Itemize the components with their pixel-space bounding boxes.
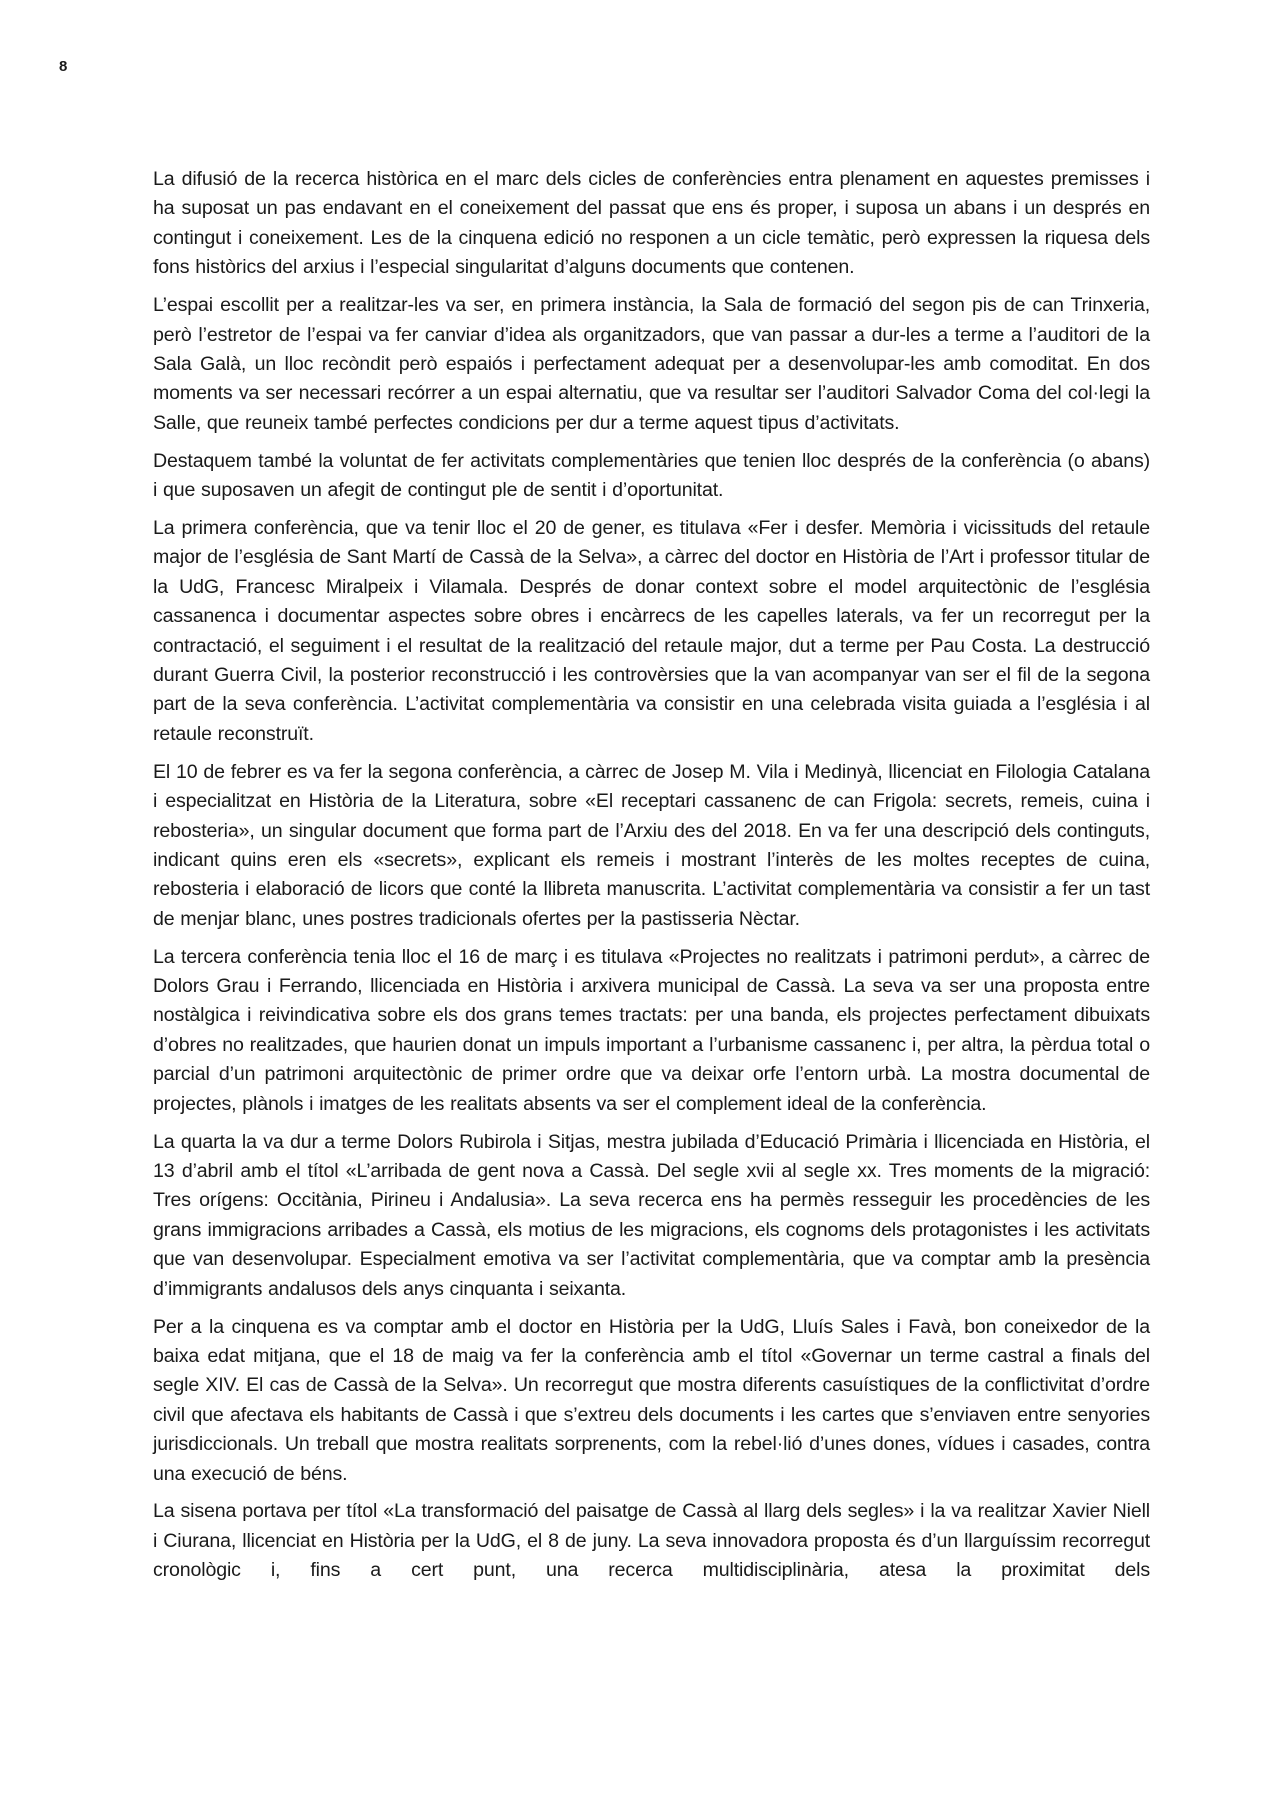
paragraph-fifth-conference: Per a la cinquena es va comptar amb el doctor en Història per la UdG, Lluís Sales i Favà, bon coneixedor de la baixa edat mitjana, que el 18 de maig va fer la conferència amb el títol «Governar un terme castral a finals del segle XIV. El cas de Cassà de la Selva». Un recorregut que mostra diferents casuístiques de la conflictivitat d’ordre civil que afectava els habitants de Cassà i que s’extreu dels documents i les cartes que s’enviaven entre senyories jurisdiccionals. Un treball que mostra realitats sorprenents, com la rebel·lió d’unes dones, vídues i casades, contra una execució de béns. [153,1315,1150,1485]
paragraph-sixth-conference: La sisena portava per títol «La transformació del paisatge de Cassà al llarg dels segles» i la va realitzar Xavier Niell i Ciurana, llicenciat en Història per la UdG, el 8 de juny. La seva innovadora proposta és d’un llarguíssim recorregut cronològic i, fins a cert punt, una recerca multidisciplinària, atesa la proximitat dels [153,1500,1150,1582]
page-number: 8 [59,58,68,75]
paragraph-intro: La difusió de la recerca històrica en el marc dels cicles de conferències entra plenament en aquestes premisses i ha suposat un pas endavant en el coneixement del passat que ens és proper, i suposa un abans i un després en contingut i coneixement. Les de la cinquena edició no responen a un cicle temàtic, però expressen la riquesa dels fons històrics del arxius i l’especial singularitat d’alguns documents que contenen. [153,168,1150,279]
paragraph-second-conference: El 10 de febrer es va fer la segona conferència, a càrrec de Josep M. Vila i Medinyà, llicenciat en Filologia Catalana i especialitzat en Història de la Literatura, sobre «El receptari cassanenc de can Frigola: secrets, remeis, cuina i rebosteria», un singular document que forma part de l’Arxiu des del 2018. En va fer una descripció dels continguts, indicant quins eren els «secrets», explicant els remeis i mostrant l’interès de les moltes receptes de cuina, rebosteria i elaboració de licors que conté la llibreta manuscrita. L’activitat complementària va consistir a fer un tast de menjar blanc, unes postres tradicionals ofertes per la pastisseria Nèctar. [153,760,1150,930]
body-text [153,165,1150,1594]
paragraph-fourth-conference: La quarta la va dur a terme Dolors Rubirola i Sitjas, mestra jubilada d’Educació Primària i llicenciada en Història, el 13 d’abril amb el títol «L’arribada de gent nova a Cassà. Del segle xvii al segle xx. Tres moments de la migració: Tres orígens: Occitània, Pirineu i Andalusia». La seva recerca ens ha permès resseguir les procedències de les grans immigracions arribades a Cassà, els motius de les migracions, els cognoms dels protagonistes i les activitats que van desenvolupar. Especialment emotiva va ser l’activitat complementària, que va comptar amb la presència d’immigrants andalusos dels anys cinquanta i seixanta. [153,1130,1150,1300]
paragraph-complementary-activities: Destaquem també la voluntat de fer activitats complementàries que tenien lloc després de la conferència (o abans) i que suposaven un afegit de contingut ple de sentit i d’oportunitat. [153,449,1150,502]
paragraph-venue: L’espai escollit per a realitzar-les va ser, en primera instància, la Sala de formació del segon pis de can Trinxeria, però l’estretor de l’espai va fer canviar d’idea als organitzadors, que van passar a dur-les a terme a l’auditori de la Sala Galà, un lloc recòndit però espaiós i perfectament adequat per a desenvolupar-les amb comoditat. En dos moments va ser necessari recórrer a un espai alternatiu, que va resultar ser l’auditori Salvador Coma del col·legi la Salle, que reuneix també perfectes condicions per dur a terme aquest tipus d’activitats. [153,294,1150,434]
paragraph-third-conference: La tercera conferència tenia lloc el 16 de març i es titulava «Projectes no realitzats i patrimoni perdut», a càrrec de Dolors Grau i Ferrando, llicenciada en Història i arxivera municipal de Cassà. La seva va ser una proposta entre nostàlgica i reivindicativa sobre els dos grans temes tractats: per una banda, els projectes perfectament dibuixats d’obres no realitzades, que haurien donat un impuls important a l’urbanisme cassanenc i, per altra, la pèrdua total o parcial d’un patrimoni arquitectònic de primer ordre que va deixar orfe l’entorn urbà. La mostra documental de projectes, plànols i imatges de les realitats absents va ser el complement ideal de la conferència. [153,945,1150,1115]
paragraph-first-conference: La primera conferència, que va tenir lloc el 20 de gener, es titulava «Fer i desfer. Memòria i vicissituds del retaule major de l’església de Sant Martí de Cassà de la Selva», a càrrec del doctor en Història de l’Art i professor titular de la UdG, Francesc Miralpeix i Vilamala. Després de donar context sobre el model arquitectònic de l’església cassanenca i documentar aspectes sobre obres i encàrrecs de les capelles laterals, va fer un recorregut per la contractació, el seguiment i el resultat de la realització del retaule major, dut a terme per Pau Costa. La destrucció durant Guerra Civil, la posterior reconstrucció i les controvèrsies que la van acompanyar van ser el fil de la segona part de la seva conferència. L’activitat complementària va consistir en una celebrada visita guiada a l’església i al retaule reconstruït. [153,516,1150,745]
